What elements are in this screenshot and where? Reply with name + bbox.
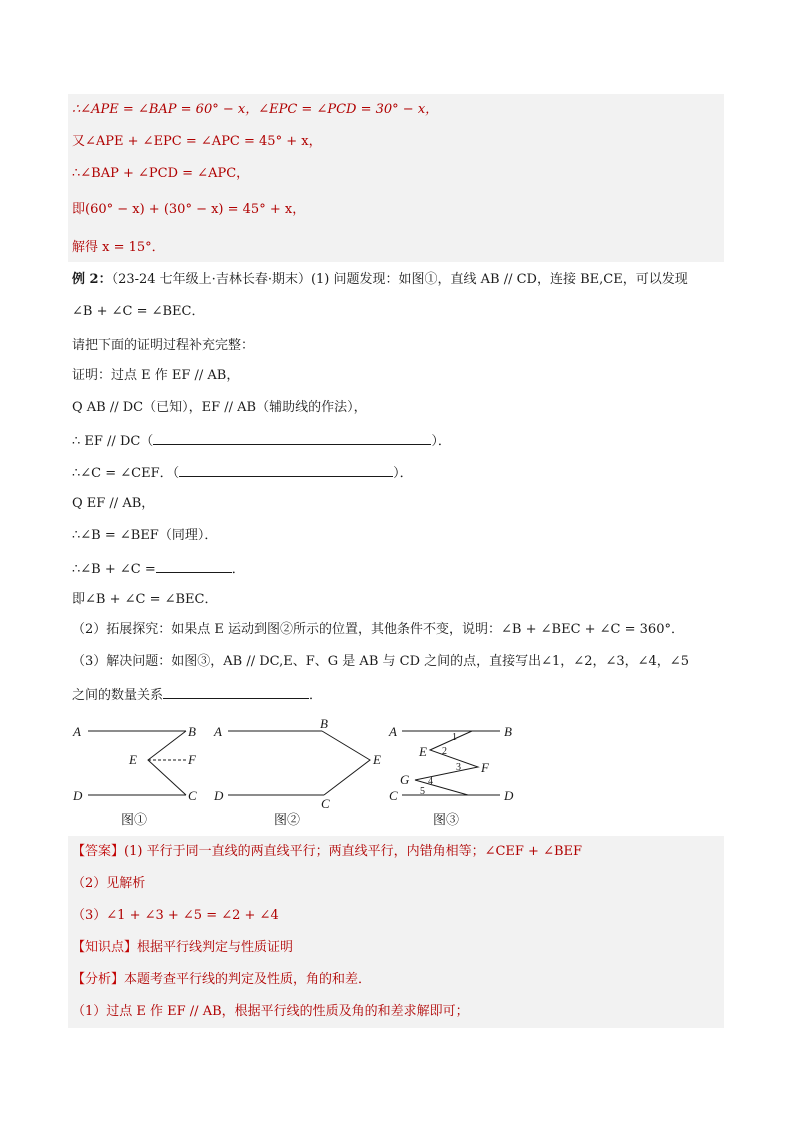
example-line-11: 即∠B + ∠C = ∠BEC． — [72, 592, 218, 607]
example-heading — [72, 270, 688, 290]
fig2-label-c: C — [321, 796, 330, 811]
angle-5: 5 — [420, 786, 425, 797]
blank-3[interactable] — [156, 558, 232, 573]
solution-line-2: 又∠APE + ∠EPC = ∠APC = 45° + x， — [72, 134, 322, 149]
example-line-6: ∴ EF // DC（ ）． — [72, 430, 451, 452]
answer-line-3: （3）∠1 + ∠3 + ∠5 = ∠2 + ∠4 — [72, 908, 279, 923]
example-line-8: Q EF // AB， — [72, 496, 155, 511]
fig1-label-b: B — [188, 724, 196, 739]
figure-1 — [88, 731, 186, 795]
example-line-14: 之间的数量关系 ． — [72, 684, 322, 706]
angle-1: 1 — [452, 732, 457, 743]
solution-line-4: 即(60° − x) + (30° − x) = 45° + x， — [72, 202, 306, 217]
fig1-label-c: C — [188, 788, 197, 803]
fig1-label-d: D — [73, 788, 83, 803]
fig1-label-a: A — [73, 724, 81, 739]
analysis-tag: 【分析】 — [72, 972, 125, 987]
fig1-label-e: E — [129, 752, 137, 767]
fig3-label-b: B — [504, 724, 512, 739]
blank-2[interactable] — [179, 462, 393, 477]
example-line-4: 证明：过点 E 作 EF // AB， — [72, 368, 240, 383]
answer-block — [68, 836, 724, 1028]
analysis-line-1: 【分析】本题考查平行线的判定及性质，角的和差． — [72, 972, 372, 987]
fig2-label-d: D — [214, 788, 224, 803]
fig2-label-b: B — [320, 716, 328, 731]
fig3-label-f: F — [481, 760, 489, 775]
fig3-label-g: G — [400, 772, 410, 787]
solution-line-5: 解得 x = 15°． — [72, 240, 165, 255]
fig3-label-a: A — [389, 724, 397, 739]
angle-2: 2 — [442, 746, 447, 757]
example-line-10: ∴∠B + ∠C = ． — [72, 558, 245, 580]
fig1-caption: 图① — [121, 812, 148, 827]
fig3-label-c: C — [389, 788, 398, 803]
answer-line-1: 【答案】(1) 平行于同一直线的两直线平行；两直线平行，内错角相等；∠CEF + ∠BEF — [72, 844, 583, 859]
example-line-13: （3）解决问题：如图③，AB // DC,E、F、G 是 AB 与 CD 之间的点，直接写出∠1，∠2，∠3，∠4，∠5 — [72, 654, 689, 669]
fig3-label-e: E — [419, 744, 427, 759]
fig2-caption: 图② — [274, 812, 301, 827]
example-line-2: ∠B + ∠C = ∠BEC． — [72, 304, 205, 319]
figure-3-labels — [388, 724, 514, 803]
answer-line-2: （2）见解析 — [72, 876, 146, 891]
fig3-caption: 图③ — [433, 812, 460, 827]
figures — [0, 712, 794, 832]
fig2-label-a: A — [214, 724, 222, 739]
figure-1-labels — [72, 724, 197, 803]
figure-2-labels — [213, 716, 381, 811]
example-question: （23-24 七年级上·吉林长春·期末）(1) 问题发现：如图①，直线 AB // CD，连接 BE,CE，可以发现 — [111, 272, 688, 287]
example-line-7: ∴∠C = ∠CEF．（ ）． — [72, 462, 413, 484]
fig3-label-d: D — [504, 788, 514, 803]
solution-line-1: ∴∠APE = ∠BAP = 60° − x，∠EPC = ∠PCD = 30° − x， — [72, 102, 439, 117]
example-line-9: ∴∠B = ∠BEF（同理）． — [72, 528, 218, 543]
angle-4: 4 — [428, 776, 433, 787]
fig2-label-e: E — [373, 752, 381, 767]
blank-4[interactable] — [163, 684, 309, 699]
example-line-5: Q AB // DC（已知），EF // AB（辅助线的作法）， — [72, 400, 367, 415]
solution-line-3: ∴∠BAP + ∠PCD = ∠APC， — [72, 166, 250, 181]
example-line-3: 请把下面的证明过程补充完整： — [72, 338, 255, 353]
knowledge-tag: 【知识点】 — [72, 940, 138, 955]
answer-tag: 【答案】 — [72, 844, 125, 859]
blank-1[interactable] — [153, 430, 431, 445]
fig1-label-f: F — [188, 752, 196, 767]
knowledge-line: 【知识点】根据平行线判定与性质证明 — [72, 940, 294, 955]
example-label: 例 2： — [72, 272, 112, 287]
example-line-12: （2）拓展探究：如果点 E 运动到图②所示的位置，其他条件不变，说明：∠B + ∠BEC + ∠C = 360°． — [72, 622, 684, 637]
figure-2 — [228, 731, 370, 795]
angle-3: 3 — [456, 762, 461, 773]
analysis-line-2: （1）过点 E 作 EF // AB，根据平行线的性质及角的和差求解即可； — [72, 1004, 469, 1019]
